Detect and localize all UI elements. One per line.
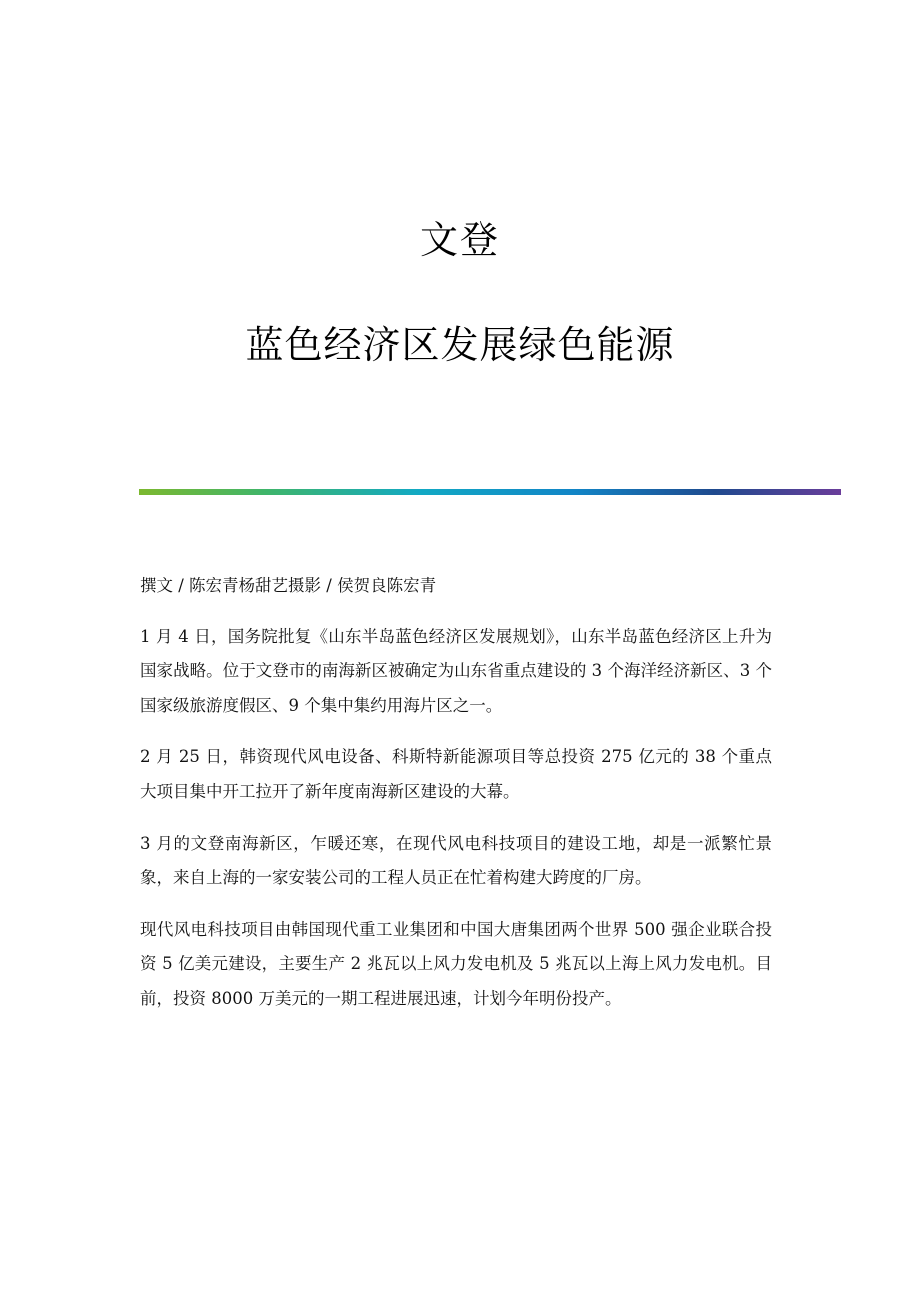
paragraph: 1 月 4 日，国务院批复《山东半岛蓝色经济区发展规划》，山东半岛蓝色经济区上升为国家战略。位于文登市的南海新区被确定为山东省重点建设的 3 个海洋经济新区、3 个国家级旅游度假区、9 个集中集约用海片区之一。 xyxy=(140,626,772,715)
document-title: 文登 xyxy=(419,218,500,262)
paragraph: 现代风电科技项目由韩国现代重工业集团和中国大唐集团两个世界 500 强企业联合投资 5 亿美元建设，主要生产 2 兆瓦以上风力发电机及 5 兆瓦以上海上风力发电机。目前，投资 8000 万美元的一期工程进展迅速，计划今年明份投产。 xyxy=(140,919,772,1008)
gradient-divider xyxy=(139,489,841,495)
article-body xyxy=(140,569,772,1034)
document-subtitle: 蓝色经济区发展绿色能源 xyxy=(245,323,675,367)
byline: 撰文 / 陈宏青杨甜艺摄影 / 侯贺良陈宏青 xyxy=(140,576,437,595)
paragraph: 3 月的文登南海新区，乍暖还寒，在现代风电科技项目的建设工地，却是一派繁忙景象，来自上海的一家安装公司的工程人员正在忙着构建大跨度的厂房。 xyxy=(140,833,772,888)
paragraph: 2 月 25 日，韩资现代风电设备、科斯特新能源项目等总投资 275 亿元的 38 个重点大项目集中开工拉开了新年度南海新区建设的大幕。 xyxy=(140,747,772,801)
